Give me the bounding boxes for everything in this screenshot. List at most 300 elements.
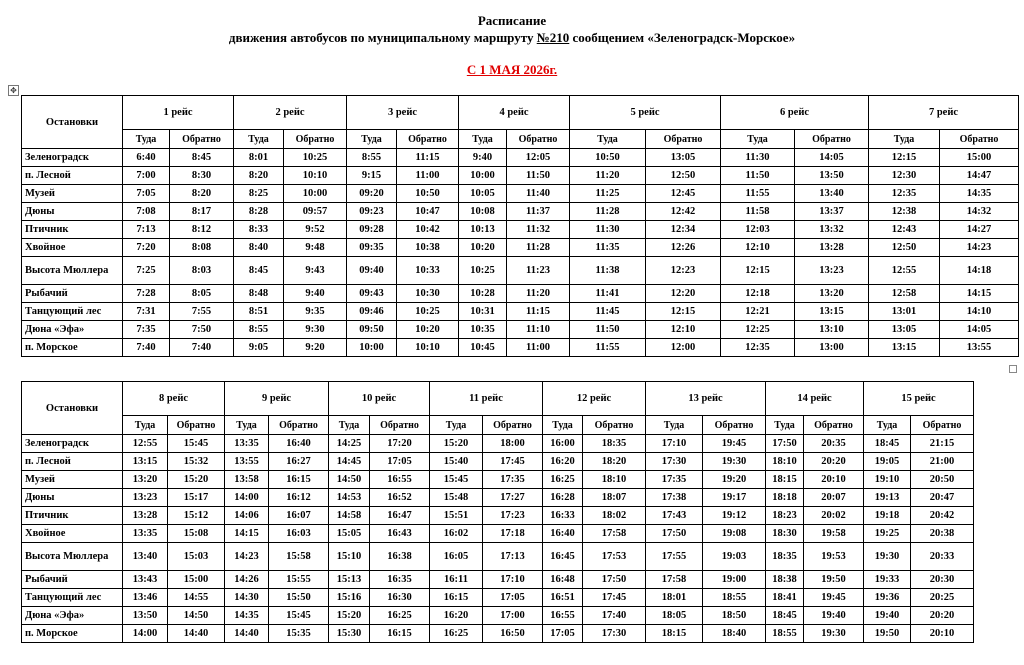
table-row <box>22 149 1019 167</box>
time-there: 9:05 <box>234 338 284 356</box>
trip-header: 9 рейс <box>225 382 329 416</box>
time-there: 18:05 <box>646 606 703 624</box>
time-back: 19:30 <box>703 453 766 471</box>
time-back: 14:10 <box>940 302 1019 320</box>
time-there: 8:25 <box>234 185 284 203</box>
time-back: 13:23 <box>795 257 869 285</box>
table-row <box>22 239 1019 257</box>
time-there: 13:15 <box>123 453 168 471</box>
time-back: 10:30 <box>397 284 459 302</box>
stop-name: Дюна «Эфа» <box>22 606 123 624</box>
stop-name: Птичник <box>22 507 123 525</box>
time-there: 7:08 <box>123 203 170 221</box>
time-back: 11:20 <box>507 284 570 302</box>
time-there: 12:43 <box>869 221 940 239</box>
time-back: 9:43 <box>284 257 347 285</box>
time-back: 16:27 <box>269 453 329 471</box>
time-there: 16:33 <box>543 507 583 525</box>
time-back: 11:40 <box>507 185 570 203</box>
table-row <box>22 338 1019 356</box>
time-there: 13:20 <box>123 471 168 489</box>
dir-back-header: Обратно <box>168 416 225 435</box>
time-back: 16:52 <box>370 489 430 507</box>
table-row <box>22 302 1019 320</box>
time-back: 9:30 <box>284 320 347 338</box>
time-back: 13:20 <box>795 284 869 302</box>
table-move-handle-icon[interactable]: ✥ <box>8 85 19 96</box>
time-there: 14:00 <box>225 489 269 507</box>
stop-name: Хвойное <box>22 525 123 543</box>
table-row <box>22 606 974 624</box>
time-back: 16:40 <box>269 435 329 453</box>
stop-name: Музей <box>22 471 123 489</box>
time-back: 14:50 <box>168 606 225 624</box>
time-back: 15:03 <box>168 543 225 571</box>
time-there: 8:28 <box>234 203 284 221</box>
time-back: 12:50 <box>646 167 721 185</box>
stop-name: п. Морское <box>22 624 123 642</box>
time-there: 17:50 <box>766 435 804 453</box>
time-there: 17:35 <box>646 471 703 489</box>
time-back: 12:05 <box>507 149 570 167</box>
time-there: 09:46 <box>347 302 397 320</box>
dir-there-header: Туда <box>347 130 397 149</box>
time-there: 10:45 <box>459 338 507 356</box>
time-back: 13:55 <box>940 338 1019 356</box>
time-there: 13:43 <box>123 570 168 588</box>
time-back: 17:30 <box>583 624 646 642</box>
time-back: 11:50 <box>507 167 570 185</box>
stop-name: Высота Мюллера <box>22 543 123 571</box>
time-back: 14:05 <box>940 320 1019 338</box>
time-back: 12:00 <box>646 338 721 356</box>
time-there: 9:40 <box>459 149 507 167</box>
time-there: 10:28 <box>459 284 507 302</box>
time-there: 10:00 <box>347 338 397 356</box>
route-number: №210 <box>536 30 570 45</box>
time-there: 09:35 <box>347 239 397 257</box>
time-there: 14:58 <box>329 507 370 525</box>
time-there: 17:43 <box>646 507 703 525</box>
time-back: 18:00 <box>483 435 543 453</box>
stops-header: Остановки <box>22 382 123 435</box>
time-back: 15:45 <box>168 435 225 453</box>
table-row <box>22 525 974 543</box>
time-there: 15:16 <box>329 588 370 606</box>
time-back: 12:26 <box>646 239 721 257</box>
time-there: 18:15 <box>766 471 804 489</box>
time-back: 10:20 <box>397 320 459 338</box>
time-there: 19:25 <box>864 525 911 543</box>
time-back: 17:10 <box>483 570 543 588</box>
time-back: 17:05 <box>483 588 543 606</box>
time-back: 21:15 <box>911 435 974 453</box>
time-there: 19:13 <box>864 489 911 507</box>
trip-header: 5 рейс <box>570 96 721 130</box>
time-there: 12:55 <box>123 435 168 453</box>
time-back: 18:55 <box>703 588 766 606</box>
time-there: 8:33 <box>234 221 284 239</box>
time-back: 10:10 <box>284 167 347 185</box>
time-back: 16:50 <box>483 624 543 642</box>
dir-back-header: Обратно <box>269 416 329 435</box>
dir-there-header: Туда <box>459 130 507 149</box>
table-resize-handle[interactable] <box>1009 365 1017 373</box>
time-back: 12:42 <box>646 203 721 221</box>
trip-header: 15 рейс <box>864 382 974 416</box>
time-there: 19:05 <box>864 453 911 471</box>
time-back: 16:38 <box>370 543 430 571</box>
time-there: 13:58 <box>225 471 269 489</box>
time-there: 15:05 <box>329 525 370 543</box>
time-there: 8:48 <box>234 284 284 302</box>
time-there: 11:50 <box>721 167 795 185</box>
time-there: 16:15 <box>430 588 483 606</box>
time-there: 12:15 <box>869 149 940 167</box>
time-there: 13:15 <box>869 338 940 356</box>
time-back: 9:40 <box>284 284 347 302</box>
time-back: 15:08 <box>168 525 225 543</box>
time-back: 12:20 <box>646 284 721 302</box>
time-back: 17:50 <box>583 570 646 588</box>
trip-header: 1 рейс <box>123 96 234 130</box>
time-back: 14:40 <box>168 624 225 642</box>
time-back: 18:02 <box>583 507 646 525</box>
time-there: 09:28 <box>347 221 397 239</box>
time-there: 15:51 <box>430 507 483 525</box>
time-back: 18:50 <box>703 606 766 624</box>
schedule-table-2 <box>21 381 974 643</box>
time-back: 20:02 <box>804 507 864 525</box>
time-there: 8:40 <box>234 239 284 257</box>
time-back: 19:03 <box>703 543 766 571</box>
time-back: 16:43 <box>370 525 430 543</box>
time-back: 15:12 <box>168 507 225 525</box>
table-row <box>22 570 974 588</box>
dir-back-header: Обратно <box>507 130 570 149</box>
time-back: 8:08 <box>170 239 234 257</box>
time-back: 17:13 <box>483 543 543 571</box>
time-there: 19:18 <box>864 507 911 525</box>
time-back: 20:35 <box>804 435 864 453</box>
time-back: 20:30 <box>911 570 974 588</box>
table-row <box>22 471 974 489</box>
time-there: 7:25 <box>123 257 170 285</box>
time-back: 11:28 <box>507 239 570 257</box>
time-there: 16:20 <box>543 453 583 471</box>
time-back: 10:10 <box>397 338 459 356</box>
time-there: 6:40 <box>123 149 170 167</box>
time-back: 20:10 <box>911 624 974 642</box>
time-there: 14:23 <box>225 543 269 571</box>
stop-name: п. Лесной <box>22 167 123 185</box>
table-row <box>22 284 1019 302</box>
time-back: 17:40 <box>583 606 646 624</box>
stops-header: Остановки <box>22 96 123 149</box>
time-back: 11:37 <box>507 203 570 221</box>
time-back: 12:10 <box>646 320 721 338</box>
time-there: 13:55 <box>225 453 269 471</box>
time-there: 15:20 <box>430 435 483 453</box>
time-back: 14:47 <box>940 167 1019 185</box>
time-back: 09:57 <box>284 203 347 221</box>
time-there: 13:23 <box>123 489 168 507</box>
time-back: 18:10 <box>583 471 646 489</box>
document-title: Расписание <box>477 13 547 28</box>
time-there: 12:03 <box>721 221 795 239</box>
time-there: 09:50 <box>347 320 397 338</box>
time-there: 10:50 <box>570 149 646 167</box>
time-back: 19:20 <box>703 471 766 489</box>
time-back: 9:48 <box>284 239 347 257</box>
time-there: 9:15 <box>347 167 397 185</box>
trip-header: 2 рейс <box>234 96 347 130</box>
time-back: 19:50 <box>804 570 864 588</box>
time-back: 17:45 <box>483 453 543 471</box>
dir-back-header: Обратно <box>483 416 543 435</box>
time-there: 18:55 <box>766 624 804 642</box>
time-there: 11:30 <box>570 221 646 239</box>
trip-header: 4 рейс <box>459 96 570 130</box>
time-there: 15:10 <box>329 543 370 571</box>
time-back: 9:52 <box>284 221 347 239</box>
effective-date: С 1 МАЯ 2026г. <box>466 62 558 77</box>
time-there: 12:38 <box>869 203 940 221</box>
time-back: 17:27 <box>483 489 543 507</box>
time-there: 11:58 <box>721 203 795 221</box>
table-row <box>22 588 974 606</box>
dir-there-header: Туда <box>225 416 269 435</box>
time-back: 20:42 <box>911 507 974 525</box>
time-there: 17:38 <box>646 489 703 507</box>
dir-back-header: Обратно <box>284 130 347 149</box>
stop-name: Дюна «Эфа» <box>22 320 123 338</box>
time-there: 17:10 <box>646 435 703 453</box>
dir-there-header: Туда <box>329 416 370 435</box>
time-back: 11:00 <box>397 167 459 185</box>
dir-there-header: Туда <box>864 416 911 435</box>
stop-name: Зеленоградск <box>22 149 123 167</box>
stop-name: Рыбачий <box>22 284 123 302</box>
document-subtitle <box>0 29 1024 46</box>
time-there: 17:55 <box>646 543 703 571</box>
time-back: 7:55 <box>170 302 234 320</box>
time-back: 9:35 <box>284 302 347 320</box>
dir-back-header: Обратно <box>370 416 430 435</box>
time-there: 19:10 <box>864 471 911 489</box>
time-there: 10:31 <box>459 302 507 320</box>
time-there: 16:28 <box>543 489 583 507</box>
time-back: 20:20 <box>911 606 974 624</box>
time-there: 18:23 <box>766 507 804 525</box>
time-there: 8:01 <box>234 149 284 167</box>
time-there: 18:45 <box>766 606 804 624</box>
time-back: 16:07 <box>269 507 329 525</box>
dir-back-header: Обратно <box>170 130 234 149</box>
time-there: 09:43 <box>347 284 397 302</box>
time-back: 19:45 <box>703 435 766 453</box>
time-there: 15:40 <box>430 453 483 471</box>
time-back: 20:20 <box>804 453 864 471</box>
time-there: 13:28 <box>123 507 168 525</box>
time-back: 14:05 <box>795 149 869 167</box>
time-back: 8:05 <box>170 284 234 302</box>
time-back: 19:53 <box>804 543 864 571</box>
time-there: 16:02 <box>430 525 483 543</box>
dir-there-header: Туда <box>646 416 703 435</box>
time-there: 19:33 <box>864 570 911 588</box>
time-back: 11:32 <box>507 221 570 239</box>
time-there: 11:25 <box>570 185 646 203</box>
time-there: 7:28 <box>123 284 170 302</box>
time-there: 12:18 <box>721 284 795 302</box>
time-there: 18:38 <box>766 570 804 588</box>
time-there: 12:21 <box>721 302 795 320</box>
time-back: 8:17 <box>170 203 234 221</box>
time-there: 18:45 <box>864 435 911 453</box>
time-there: 18:35 <box>766 543 804 571</box>
time-there: 16:51 <box>543 588 583 606</box>
trip-header: 12 рейс <box>543 382 646 416</box>
time-there: 17:50 <box>646 525 703 543</box>
time-back: 15:50 <box>269 588 329 606</box>
time-there: 12:35 <box>721 338 795 356</box>
table-row <box>22 453 974 471</box>
time-there: 10:20 <box>459 239 507 257</box>
time-back: 15:58 <box>269 543 329 571</box>
dir-there-header: Туда <box>123 130 170 149</box>
time-back: 10:00 <box>284 185 347 203</box>
time-there: 8:51 <box>234 302 284 320</box>
time-there: 11:30 <box>721 149 795 167</box>
trip-header: 6 рейс <box>721 96 869 130</box>
time-back: 18:07 <box>583 489 646 507</box>
dir-there-header: Туда <box>123 416 168 435</box>
time-back: 20:10 <box>804 471 864 489</box>
time-there: 19:40 <box>864 606 911 624</box>
time-there: 09:23 <box>347 203 397 221</box>
time-back: 13:40 <box>795 185 869 203</box>
time-there: 19:36 <box>864 588 911 606</box>
time-there: 10:08 <box>459 203 507 221</box>
time-there: 12:25 <box>721 320 795 338</box>
time-there: 16:11 <box>430 570 483 588</box>
time-back: 10:38 <box>397 239 459 257</box>
table-row <box>22 257 1019 285</box>
time-back: 17:58 <box>583 525 646 543</box>
time-back: 13:00 <box>795 338 869 356</box>
time-there: 11:38 <box>570 257 646 285</box>
time-there: 12:10 <box>721 239 795 257</box>
stop-name: Танцующий лес <box>22 588 123 606</box>
table-row <box>22 221 1019 239</box>
time-back: 17:18 <box>483 525 543 543</box>
time-there: 11:55 <box>721 185 795 203</box>
time-there: 18:18 <box>766 489 804 507</box>
time-there: 8:55 <box>347 149 397 167</box>
time-there: 15:13 <box>329 570 370 588</box>
time-there: 11:41 <box>570 284 646 302</box>
dir-back-header: Обратно <box>940 130 1019 149</box>
time-back: 19:00 <box>703 570 766 588</box>
time-there: 12:58 <box>869 284 940 302</box>
time-back: 19:40 <box>804 606 864 624</box>
time-there: 14:45 <box>329 453 370 471</box>
time-back: 19:12 <box>703 507 766 525</box>
time-back: 8:30 <box>170 167 234 185</box>
time-back: 14:18 <box>940 257 1019 285</box>
time-back: 19:58 <box>804 525 864 543</box>
time-there: 14:06 <box>225 507 269 525</box>
time-back: 16:35 <box>370 570 430 588</box>
time-back: 17:45 <box>583 588 646 606</box>
time-back: 12:15 <box>646 302 721 320</box>
trip-header: 13 рейс <box>646 382 766 416</box>
time-there: 7:40 <box>123 338 170 356</box>
time-back: 17:53 <box>583 543 646 571</box>
time-back: 13:28 <box>795 239 869 257</box>
time-back: 16:47 <box>370 507 430 525</box>
time-back: 15:32 <box>168 453 225 471</box>
time-back: 20:25 <box>911 588 974 606</box>
time-back: 16:25 <box>370 606 430 624</box>
time-there: 14:00 <box>123 624 168 642</box>
time-there: 14:40 <box>225 624 269 642</box>
time-back: 15:45 <box>269 606 329 624</box>
time-back: 10:50 <box>397 185 459 203</box>
table-row <box>22 320 1019 338</box>
trip-header: 11 рейс <box>430 382 543 416</box>
time-back: 19:45 <box>804 588 864 606</box>
time-there: 13:46 <box>123 588 168 606</box>
time-there: 16:45 <box>543 543 583 571</box>
time-there: 8:20 <box>234 167 284 185</box>
time-back: 11:00 <box>507 338 570 356</box>
time-back: 7:40 <box>170 338 234 356</box>
time-there: 18:10 <box>766 453 804 471</box>
time-there: 16:55 <box>543 606 583 624</box>
stop-name: Зеленоградск <box>22 435 123 453</box>
stop-name: Рыбачий <box>22 570 123 588</box>
dir-back-header: Обратно <box>911 416 974 435</box>
time-back: 19:30 <box>804 624 864 642</box>
subtitle-prefix: движения автобусов по муниципальному маршруту <box>228 30 537 45</box>
time-there: 15:20 <box>329 606 370 624</box>
trip-header: 7 рейс <box>869 96 1019 130</box>
time-there: 15:48 <box>430 489 483 507</box>
time-back: 17:23 <box>483 507 543 525</box>
time-back: 18:35 <box>583 435 646 453</box>
time-there: 13:35 <box>225 435 269 453</box>
time-back: 14:55 <box>168 588 225 606</box>
time-back: 10:33 <box>397 257 459 285</box>
time-there: 09:20 <box>347 185 397 203</box>
time-there: 18:41 <box>766 588 804 606</box>
dir-there-header: Туда <box>869 130 940 149</box>
time-back: 17:00 <box>483 606 543 624</box>
time-there: 17:05 <box>543 624 583 642</box>
time-there: 7:05 <box>123 185 170 203</box>
schedule-table-1 <box>21 95 1019 357</box>
time-there: 17:30 <box>646 453 703 471</box>
time-back: 10:42 <box>397 221 459 239</box>
stop-name: Музей <box>22 185 123 203</box>
time-there: 8:45 <box>234 257 284 285</box>
dir-there-header: Туда <box>766 416 804 435</box>
time-there: 10:05 <box>459 185 507 203</box>
time-there: 19:50 <box>864 624 911 642</box>
dir-there-header: Туда <box>234 130 284 149</box>
